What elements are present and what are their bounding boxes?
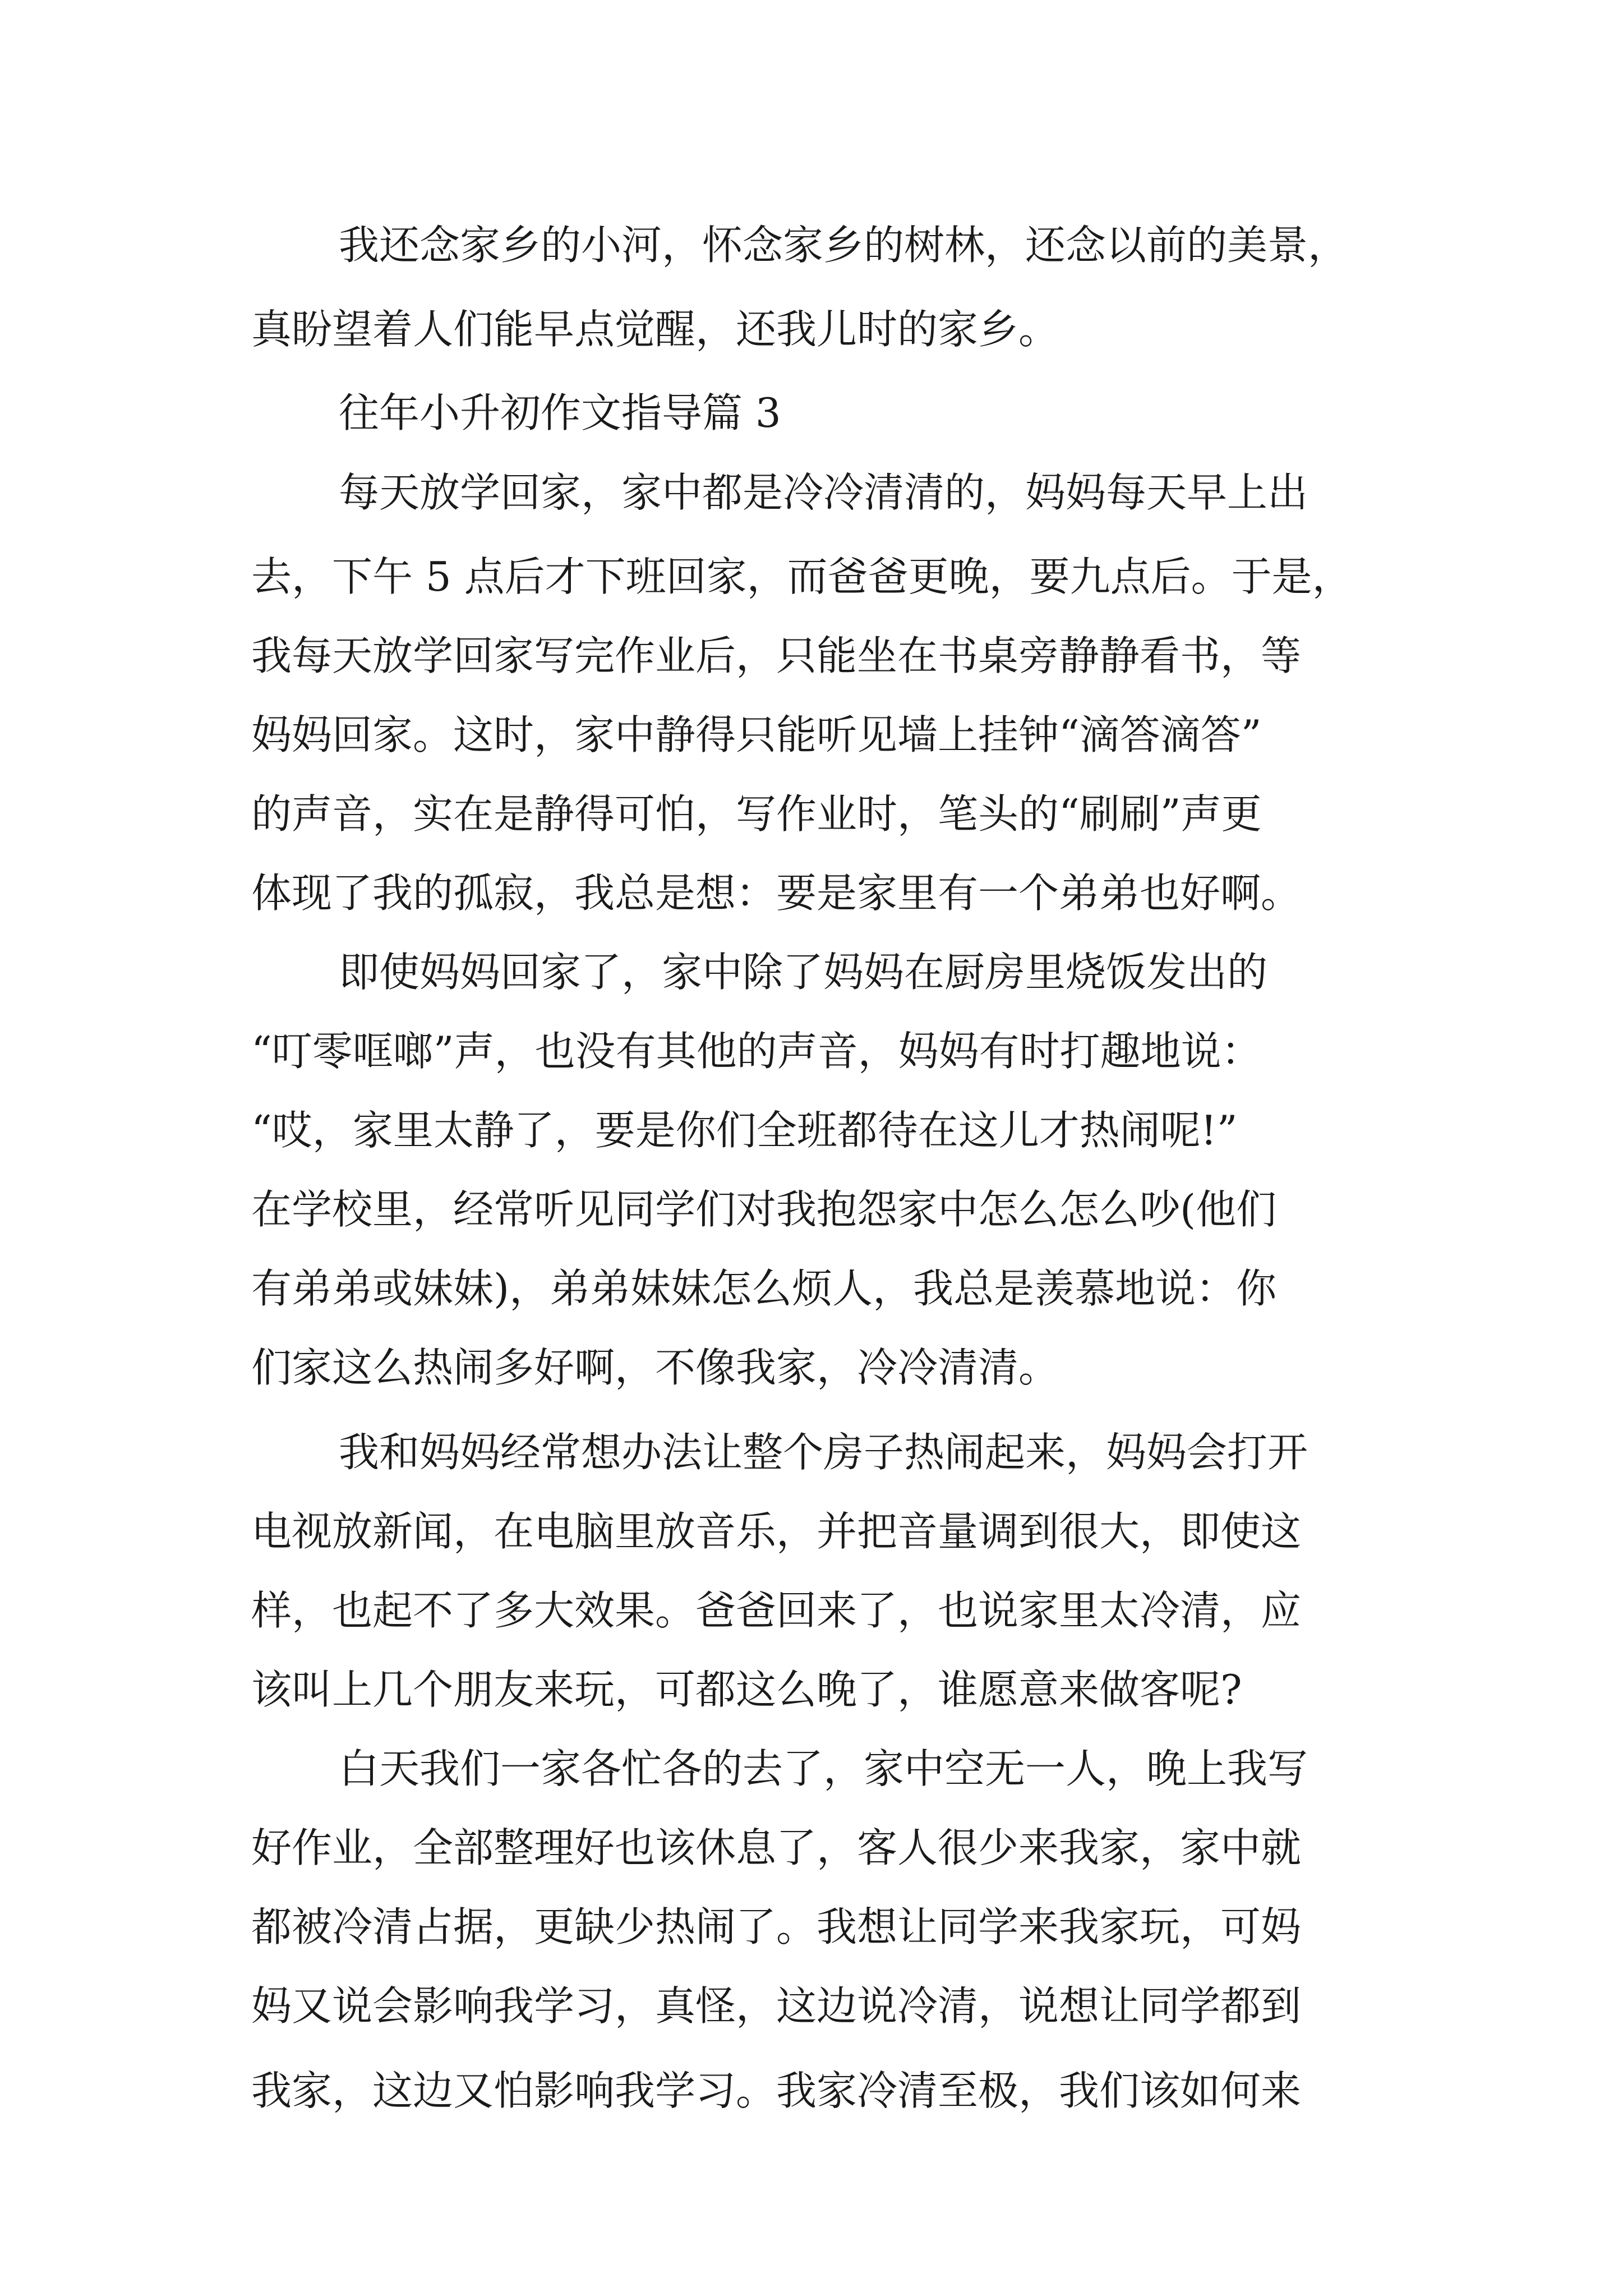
text-line: 每天放学回家，家中都是冷冷清清的，妈妈每天早上出 [339, 469, 1308, 516]
text-line: 我和妈妈经常想办法让整个房子热闹起来，妈妈会打开 [339, 1429, 1308, 1476]
text-line: 都被冷清占据，更缺少热闹了。我想让同学来我家玩，可妈 [251, 1903, 1302, 1950]
text-line: 该叫上几个朋友来玩，可都这么晚了，谁愿意来做客呢? [251, 1666, 1242, 1713]
text-line: 妈妈回家。这时，家中静得只能听见墙上挂钟“滴答滴答” [251, 711, 1262, 758]
text-line: 体现了我的孤寂，我总是想：要是家里有一个弟弟也好啊。 [251, 869, 1302, 917]
text-line: 我家，这边又怕影响我学习。我家冷清至极，我们该如何来 [251, 2067, 1302, 2114]
text-line: 在学校里，经常听见同学们对我抱怨家中怎么怎么吵(他们 [251, 1186, 1277, 1233]
text-line: 有弟弟或妹妹)，弟弟妹妹怎么烦人，我总是羡慕地说：你 [251, 1265, 1277, 1312]
text-line: 样，也起不了多大效果。爸爸回来了，也说家里太冷清，应 [251, 1587, 1302, 1634]
text-line: 妈又说会影响我学习，真怪，这边说冷清，说想让同学都到 [251, 1982, 1302, 2030]
section-heading: 往年小升初作文指导篇 3 [339, 389, 781, 436]
text-line: 真盼望着人们能早点觉醒，还我儿时的家乡。 [251, 306, 1059, 353]
text-line: 好作业，全部整理好也该休息了，客人很少来我家，家中就 [251, 1824, 1302, 1871]
text-line: 去，下午 5 点后才下班回家，而爸爸更晚，要九点后。于是， [251, 553, 1353, 600]
text-line: 们家这么热闹多好啊，不像我家，冷冷清清。 [251, 1344, 1059, 1391]
text-line: “叮零哐啷”声，也没有其他的声音，妈妈有时打趣地说： [251, 1028, 1262, 1075]
text-line: 电视放新闻，在电脑里放音乐，并把音量调到很大，即使这 [251, 1508, 1302, 1555]
text-line: 即使妈妈回家了，家中除了妈妈在厨房里烧饭发出的 [339, 949, 1268, 996]
text-line: “哎，家里太静了，要是你们全班都待在这儿才热闹呢!” [251, 1107, 1238, 1154]
text-line: 的声音，实在是静得可怕，写作业时，笔头的“刷刷”声更 [251, 790, 1262, 838]
text-line: 我每天放学回家写完作业后，只能坐在书桌旁静静看书，等 [251, 632, 1302, 679]
text-line: 我还念家乡的小河，怀念家乡的树林，还念以前的美景， [339, 222, 1349, 269]
text-line: 白天我们一家各忙各的去了，家中空无一人，晚上我写 [339, 1745, 1308, 1792]
